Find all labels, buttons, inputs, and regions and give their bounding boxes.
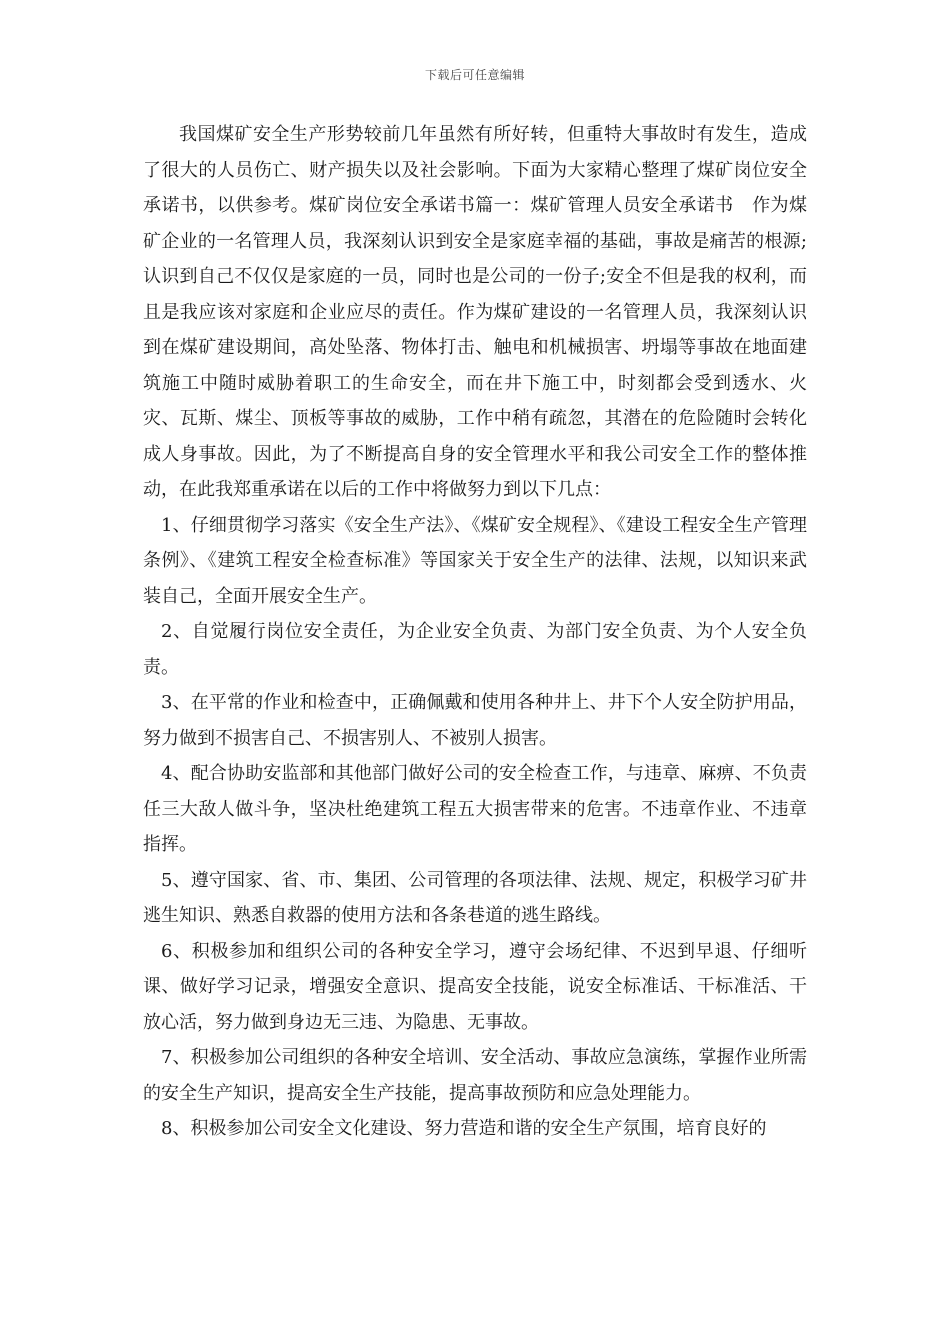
commitment-item-7: 7、积极参加公司组织的各种安全培训、安全活动、事故应急演练，掌握作业所需的安全生产知识，提高安全生产技能，提高事故预防和应急处理能力。 <box>143 1047 807 1104</box>
commitment-item-1: 1、仔细贯彻学习落实《安全生产法》、《煤矿安全规程》、《建设工程安全生产管理条例》、《建筑工程安全检查标准》等国家关于安全生产的法律、法规，以知识来武装自己，全面开展安全生产。 <box>143 514 807 607</box>
intro-paragraph: 我国煤矿安全生产形势较前几年虽然有所好转，但重特大事故时有发生，造成了很大的人员伤亡、财产损失以及社会影响。下面为大家精心整理了煤矿岗位安全承诺书，以供参考。煤矿岗位安全承诺书篇一：煤矿管理人员安全承诺书 作为煤矿企业的一名管理人员，我深刻认识到安全是家庭幸福的基础，事故是痛苦的根源;认识到自己不仅仅是家庭的一员，同时也是公司的一份子;安全不但是我的权利，而且是我应该对家庭和企业应尽的责任。作为煤矿建设的一名管理人员，我深刻认识到在煤矿建设期间，高处坠落、物体打击、触电和机械损害、坍塌等事故在地面建筑施工中随时威胁着职工的生命安全，而在井下施工中，时刻都会受到透水、火灾、瓦斯、煤尘、顶板等事故的威胁，工作中稍有疏忽，其潜在的危险随时会转化成人身事故。因此，为了不断提高自身的安全管理水平和我公司安全工作的整体推动，在此我郑重承诺在以后的工作中将做努力到以下几点： <box>143 124 807 500</box>
commitment-item-5: 5、遵守国家、省、市、集团、公司管理的各项法律、法规、规定，积极学习矿井逃生知识、熟悉自救器的使用方法和各条巷道的逃生路线。 <box>143 869 807 926</box>
commitment-item-4: 4、配合协助安监部和其他部门做好公司的安全检查工作，与违章、麻痹、不负责任三大敌人做斗争，坚决杜绝建筑工程五大损害带来的危害。不违章作业、不违章指挥。 <box>143 763 807 855</box>
commitment-item-2: 2、自觉履行岗位安全责任，为企业安全负责、为部门安全负责、为个人安全负责。 <box>143 621 807 678</box>
commitment-item-6: 6、积极参加和组织公司的各种安全学习，遵守会场纪律、不迟到早退、仔细听课、做好学习记录，增强安全意识、提高安全技能，说安全标准话、干标准活、干放心活，努力做到身边无三违、为隐患、无事故。 <box>143 940 807 1033</box>
commitment-item-8: 8、积极参加公司安全文化建设、努力营造和谐的安全生产氛围，培育良好的 <box>161 1118 767 1139</box>
document-body <box>143 117 807 1147</box>
header-note: 下载后可任意编辑 <box>424 68 525 82</box>
commitment-item-3: 3、在平常的作业和检查中，正确佩戴和使用各种井上、井下个人安全防护用品，努力做到不损害自己、不损害别人、不被别人损害。 <box>143 692 807 749</box>
